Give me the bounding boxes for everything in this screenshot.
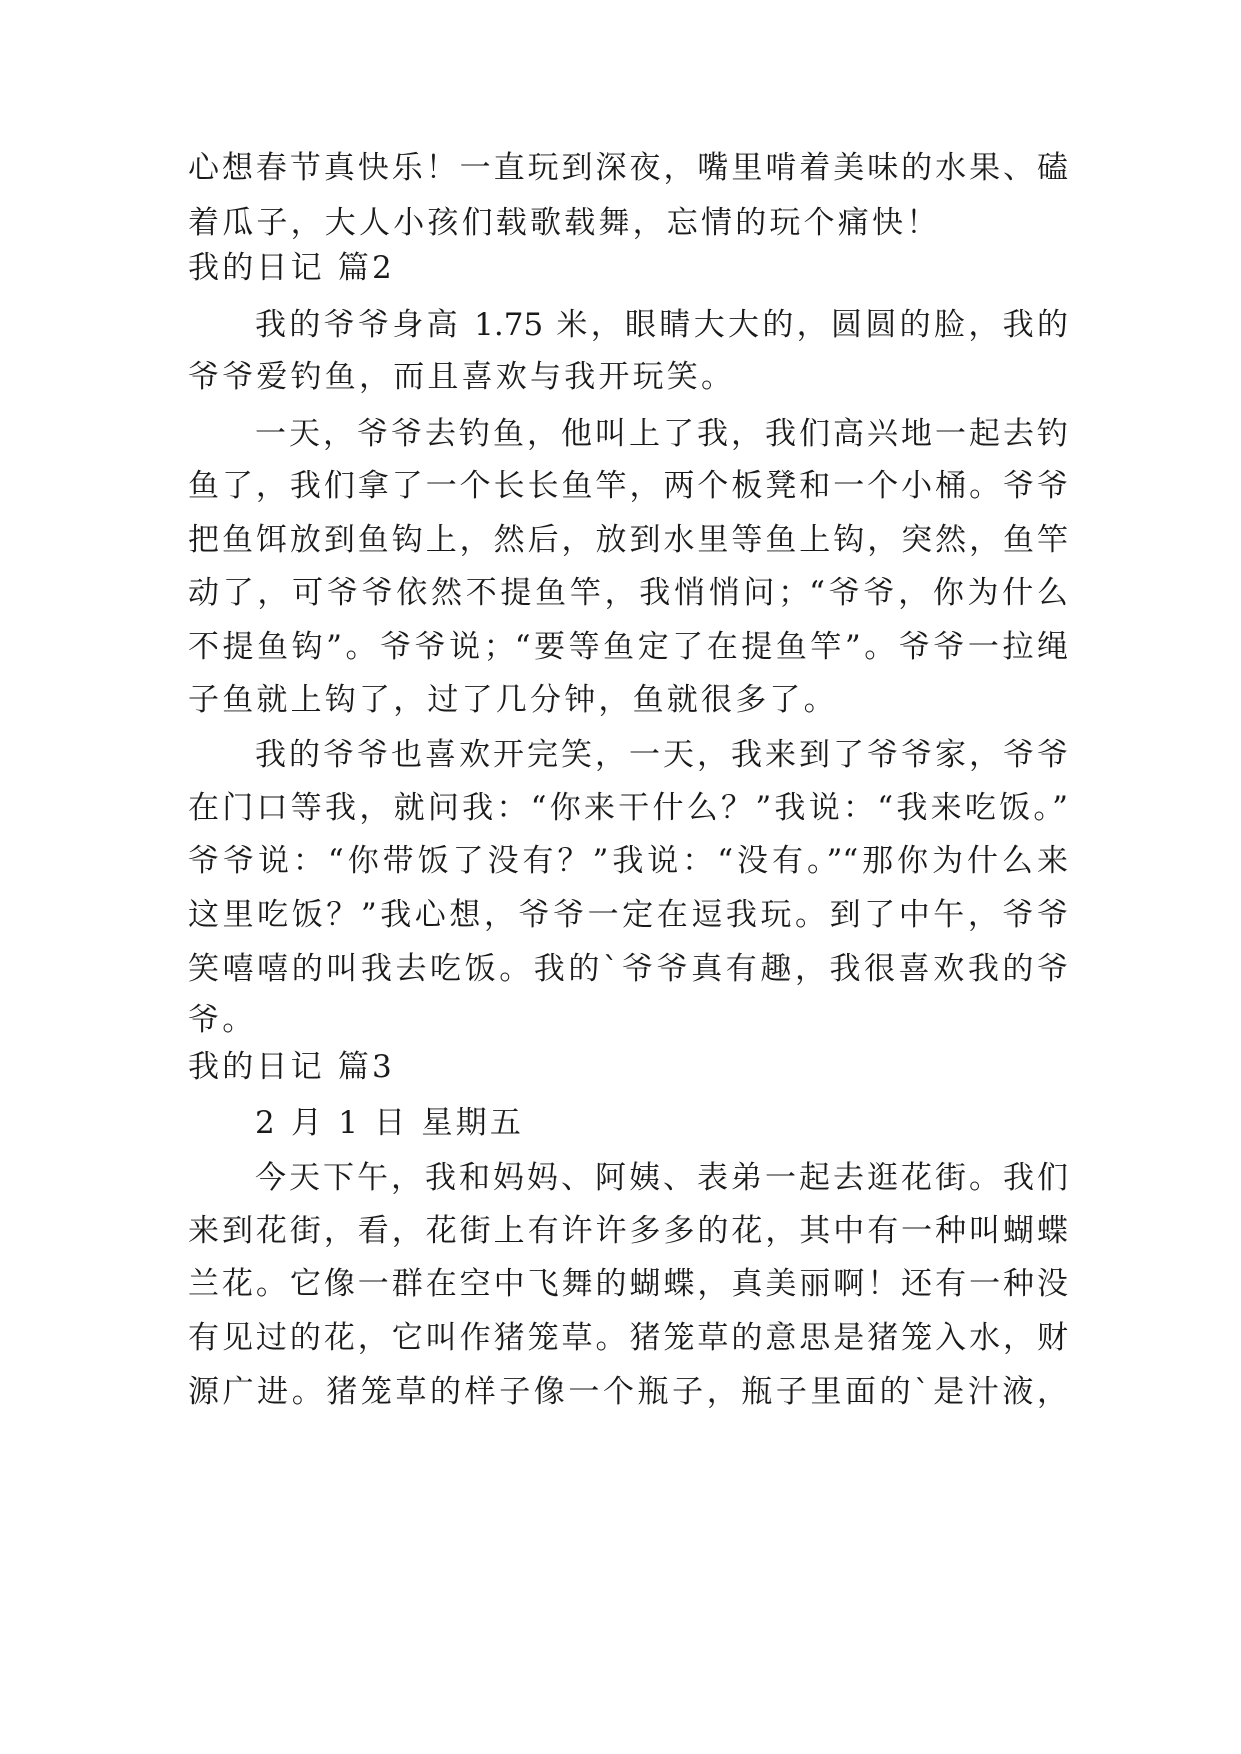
text-line: 源广进。猪笼草的样子像一个瓶子，瓶子里面的`是汁液， — [188, 1374, 1068, 1410]
text-line: 这里吃饭？”我心想，爷爷一定在逗我玩。到了中午，爷爷 — [188, 897, 1068, 933]
text-line: 爷。 — [188, 1002, 257, 1038]
text-line: 今天下午，我和妈妈、阿姨、表弟一起去逛花街。我们 — [255, 1160, 1068, 1196]
text-line: 我的爷爷也喜欢开完笑，一天，我来到了爷爷家，爷爷 — [255, 737, 1068, 773]
diary-date: 2 月 1 日 星期五 — [255, 1105, 525, 1141]
text-line: 动了，可爷爷依然不提鱼竿，我悄悄问；“爷爷，你为什么 — [188, 575, 1068, 611]
text-line: 心想春节真快乐！一直玩到深夜，嘴里啃着美味的水果、磕 — [188, 150, 1068, 186]
text-line: 爷爷爱钓鱼，而且喜欢与我开玩笑。 — [188, 359, 736, 395]
text-line: 我的爷爷身高 1.75 米，眼睛大大的，圆圆的脸，我的 — [255, 307, 1068, 343]
text-line: 着瓜子，大人小孩们载歌载舞，忘情的玩个痛快！ — [188, 205, 941, 241]
text-line: 子鱼就上钩了，过了几分钟，鱼就很多了。 — [188, 682, 838, 718]
text-line: 在门口等我，就问我：“你来干什么？”我说：“我来吃饭。” — [188, 790, 1068, 826]
text-line: 来到花街，看，花街上有许许多多的花，其中有一种叫蝴蝶 — [188, 1213, 1068, 1249]
text-line: 鱼了，我们拿了一个长长鱼竿，两个板凳和一个小桶。爷爷 — [188, 468, 1068, 504]
section-heading: 我的日记 篇3 — [188, 1049, 395, 1085]
section-heading: 我的日记 篇2 — [188, 250, 395, 286]
text-line: 爷爷说：“你带饭了没有？”我说：“没有。”“那你为什么来 — [188, 843, 1068, 879]
text-line: 一天，爷爷去钓鱼，他叫上了我，我们高兴地一起去钓 — [255, 416, 1068, 452]
text-line: 笑嘻嘻的叫我去吃饭。我的`爷爷真有趣，我很喜欢我的爷 — [188, 951, 1068, 987]
text-line: 不提鱼钩”。爷爷说；“要等鱼定了在提鱼竿”。爷爷一拉绳 — [188, 629, 1068, 665]
text-line: 把鱼饵放到鱼钩上，然后，放到水里等鱼上钩，突然，鱼竿 — [188, 522, 1068, 558]
text-line: 兰花。它像一群在空中飞舞的蝴蝶，真美丽啊！还有一种没 — [188, 1266, 1068, 1302]
text-line: 有见过的花，它叫作猪笼草。猪笼草的意思是猪笼入水，财 — [188, 1320, 1068, 1356]
